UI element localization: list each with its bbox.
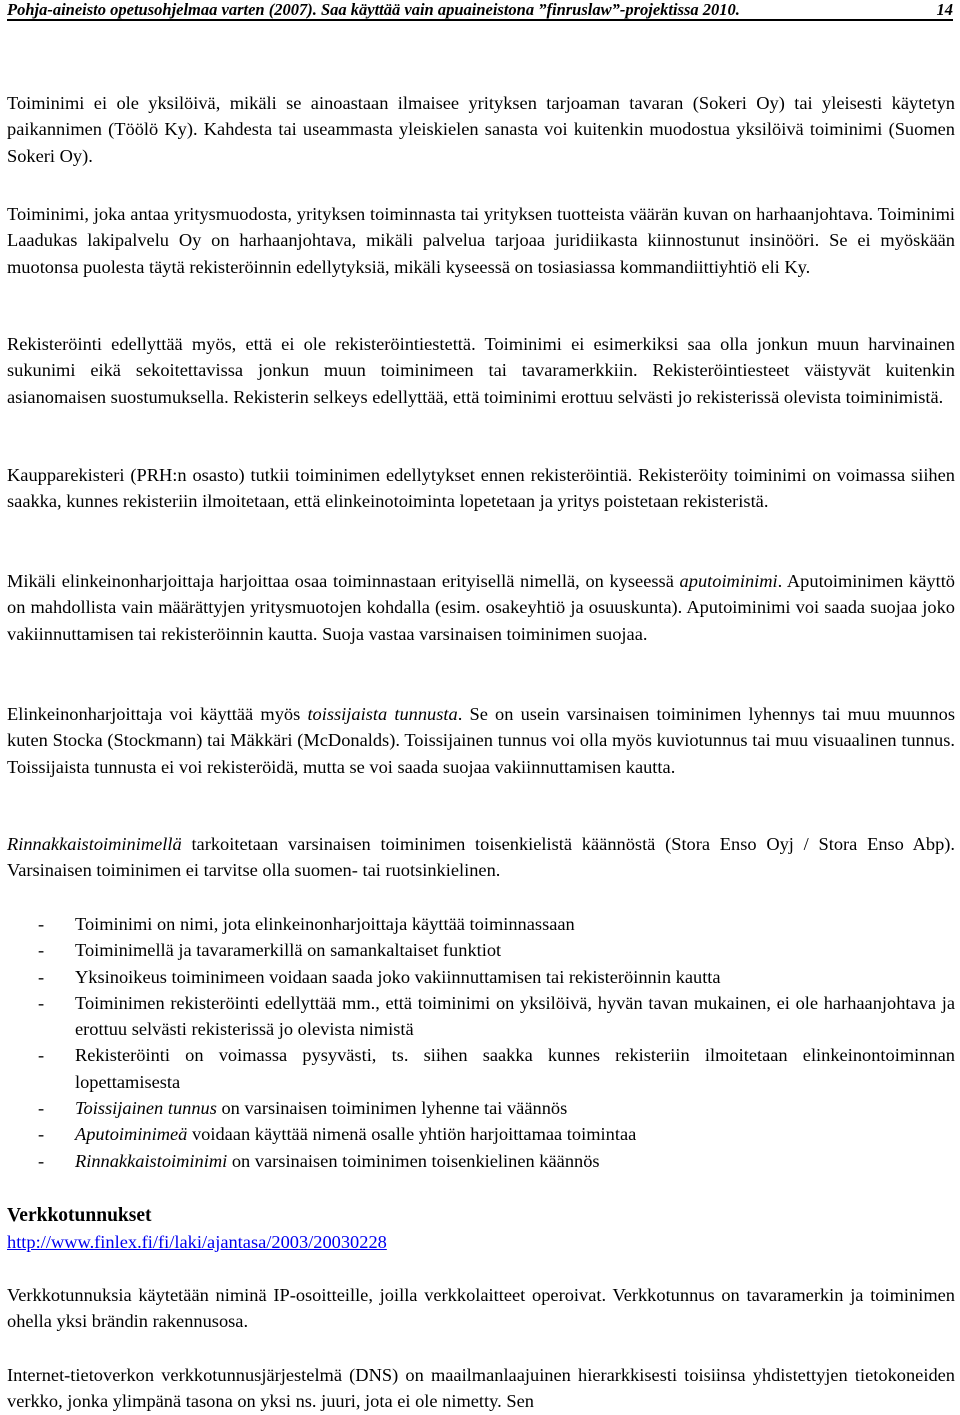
list-item-text: Toiminimellä ja tavaramerkillä on samankaltaiset funktiot (75, 940, 502, 961)
paragraph-misleading (7, 201, 955, 280)
dash-bullet: - (38, 1150, 45, 1171)
page-header (7, 0, 953, 20)
italic-term: Toissijainen tunnus (75, 1098, 217, 1119)
paragraph-text: Elinkeinonharjoittaja voi käyttää myös (7, 704, 301, 724)
header-note: Pohja-aineisto opetusohjelmaa varten (2007). Saa käyttää vain apuaineistona ”finruslaw”-projektissa 2010. (7, 0, 740, 19)
italic-term: toissijaista tunnusta (307, 704, 458, 724)
page-number: 14 (936, 0, 953, 19)
list-item (7, 1148, 955, 1174)
paragraph-text: Mikäli elinkeinonharjoittaja harjoittaa osaa toiminnastaan erityisellä nimellä, on kyseessä (7, 571, 674, 591)
paragraph-text: Internet-tietoverkon verkkotunnusjärjestelmä (DNS) on maailmanlaajuinen hierarkkisesti toisiinsa yhdistettyjen tietokoneiden verkko, jonka ylimpänä tasona on yksi ns. juuri, jota ei ole nimetty. Sen (7, 1365, 955, 1412)
list-item-text: Toiminimi on nimi, jota elinkeinonharjoittaja käyttää toiminnassaan (75, 914, 575, 934)
list-item (7, 911, 955, 937)
dash-bullet: - (38, 1098, 45, 1119)
dash-bullet: - (38, 940, 45, 961)
paragraph-auxiliary-name (7, 568, 955, 647)
dash-bullet: - (38, 1124, 45, 1145)
paragraph-dns (7, 1362, 955, 1415)
paragraph-registration-obstacle (7, 331, 955, 410)
paragraph-text: . Se on usein varsinaisen toiminimen lyhennys tai muu muunnos kuten Stocka (Stockmann) tai Mäkkäri (McDonalds). Toissijainen tunnus voi olla myös kuviotunnus tai muu visuaalinen tunnus. Toissijaista tunnusta ei voi rekisteröidä, mutta se voi saada suojaa vakiinnuttamisen kautta. (7, 704, 955, 777)
list-item (7, 937, 955, 963)
list-item (7, 1042, 955, 1095)
paragraph-domain-names (7, 1282, 955, 1335)
paragraph-text: Kaupparekisteri (PRH:n osasto) tutkii toiminimen edellytykset ennen rekisteröintiä. Rekisteröity toiminimi on voimassa siihen saakka, kunnes rekisteriin ilmoitetaan, että elinkeinotoiminta lopetetaan ja yritys poistetaan rekisteristä. (7, 465, 955, 512)
summary-list (7, 911, 955, 1174)
paragraph-text: tarkoitetaan varsinaisen toiminimen toisenkielistä käännöstä (Stora Enso Oyj / Stora Enso Abp). Varsinaisen toiminimen ei tarvitse olla suomen- tai ruotsinkielinen. (7, 834, 955, 881)
paragraph-text: Toiminimi Laadukas lakipalvelu Oy on harhaanjohtava, mikäli palvelua tarjoaa juridiikasta kiinnostunut insinööri. (7, 204, 955, 251)
header-divider (7, 19, 953, 21)
list-item (7, 990, 955, 1043)
italic-term: Aputoiminimeä (75, 1124, 188, 1145)
paragraph-text: Rekisteröinti edellyttää myös, että ei ole rekisteröintiestettä. Toiminimi ei esimerkiksi saa olla jonkun muun harvinainen sukunimi eikä sekoitettavissa jonkun muun toiminimeen tai tavaramerkkiin. Rekisteröintiesteet väistyvät kuitenkin asianomaisen suostumuksella. Rekisterin selkeys edellyttää, että toiminimi erottuu selvästi jo rekisterissä olevista toiminimistä. (7, 334, 955, 407)
list-item-text: on varsinaisen toiminimen lyhenne tai väännös (216, 1098, 568, 1119)
dash-bullet: - (38, 966, 45, 987)
list-item (7, 1121, 955, 1147)
list-item (7, 1095, 955, 1121)
list-item-text: on varsinaisen toiminimen toisenkielinen käännös (227, 1150, 600, 1171)
paragraph-secondary-symbol (7, 701, 955, 780)
italic-term: aputoiminimi (679, 571, 778, 591)
paragraph-text: Toiminimi, joka antaa yritysmuodosta, yrityksen toiminnasta tai yrityksen tuotteista väärän kuvan on harhaanjohtava. (7, 204, 874, 224)
paragraph-text: . Aputoiminimen käyttö on mahdollista vain määrättyjen yritysmuotojen kohdalla (esim. osakeyhtiö ja osuuskunta). Aputoiminimi voi saada suojaa joko vakiinnuttamisen tai rekisteröinnin kautta. Suoja vastaa varsinaisen toiminimen suojaa. (7, 571, 955, 644)
list-item-text: Toiminimen rekisteröinti edellyttää mm., että toiminimi on yksilöivä, hyvän tavan mukainen, ei ole harhaanjohtava ja erottuu selvästi rekisterissä jo olevista nimistä (75, 992, 955, 1040)
paragraph-distinctiveness (7, 90, 955, 169)
dash-bullet: - (38, 1045, 45, 1066)
list-item-text: Yksinoikeus toiminimeen voidaan saada joko vakiinnuttamisen tai rekisteröinnin kautta (75, 966, 721, 987)
paragraph-text: Se ei myöskään muotonsa puolesta täytä rekisteröinnin edellytyksiä, mikäli kyseessä on tosiasiassa kommandiittiyhtiö eli Ky. (7, 230, 955, 277)
list-item-text: voidaan käyttää nimenä osalle yhtiön harjoittamaa toimintaa (187, 1124, 637, 1145)
italic-term: Rinnakkaistoiminimellä (7, 834, 182, 854)
list-item-text: Rekisteröinti on voimassa pysyvästi, ts. siihen saakka kunnes rekisteriin ilmoitetaan elinkeinontoiminnan lopettamisesta (75, 1045, 955, 1092)
dash-bullet: - (38, 914, 45, 934)
paragraph-parallel-name (7, 831, 955, 884)
paragraph-text: Verkkotunnuksia käytetään niminä IP-osoitteille, joilla verkkolaitteet operoivat. Verkkotunnus on tavaramerkin ja toiminimen ohella yksi brändin rakennusosa. (7, 1285, 955, 1332)
list-item (7, 964, 955, 990)
paragraph-trade-register (7, 462, 955, 515)
finlex-link[interactable]: http://www.finlex.fi/fi/laki/ajantasa/2003/20030228 (7, 1232, 387, 1252)
section-heading: Verkkotunnukset (7, 1205, 152, 1226)
paragraph-text: Toiminimi ei ole yksilöivä, mikäli se ainoastaan ilmaisee yrityksen tarjoaman tavaran (Sokeri Oy) tai yleisesti käytetyn paikannimen (Töölö Ky). Kahdesta tai useammasta yleiskielen sanasta voi kuitenkin muodostua yksilöivä toiminimi (Suomen Sokeri Oy). (7, 93, 955, 166)
dash-bullet: - (38, 992, 45, 1013)
italic-term: Rinnakkaistoiminimi (75, 1150, 228, 1171)
